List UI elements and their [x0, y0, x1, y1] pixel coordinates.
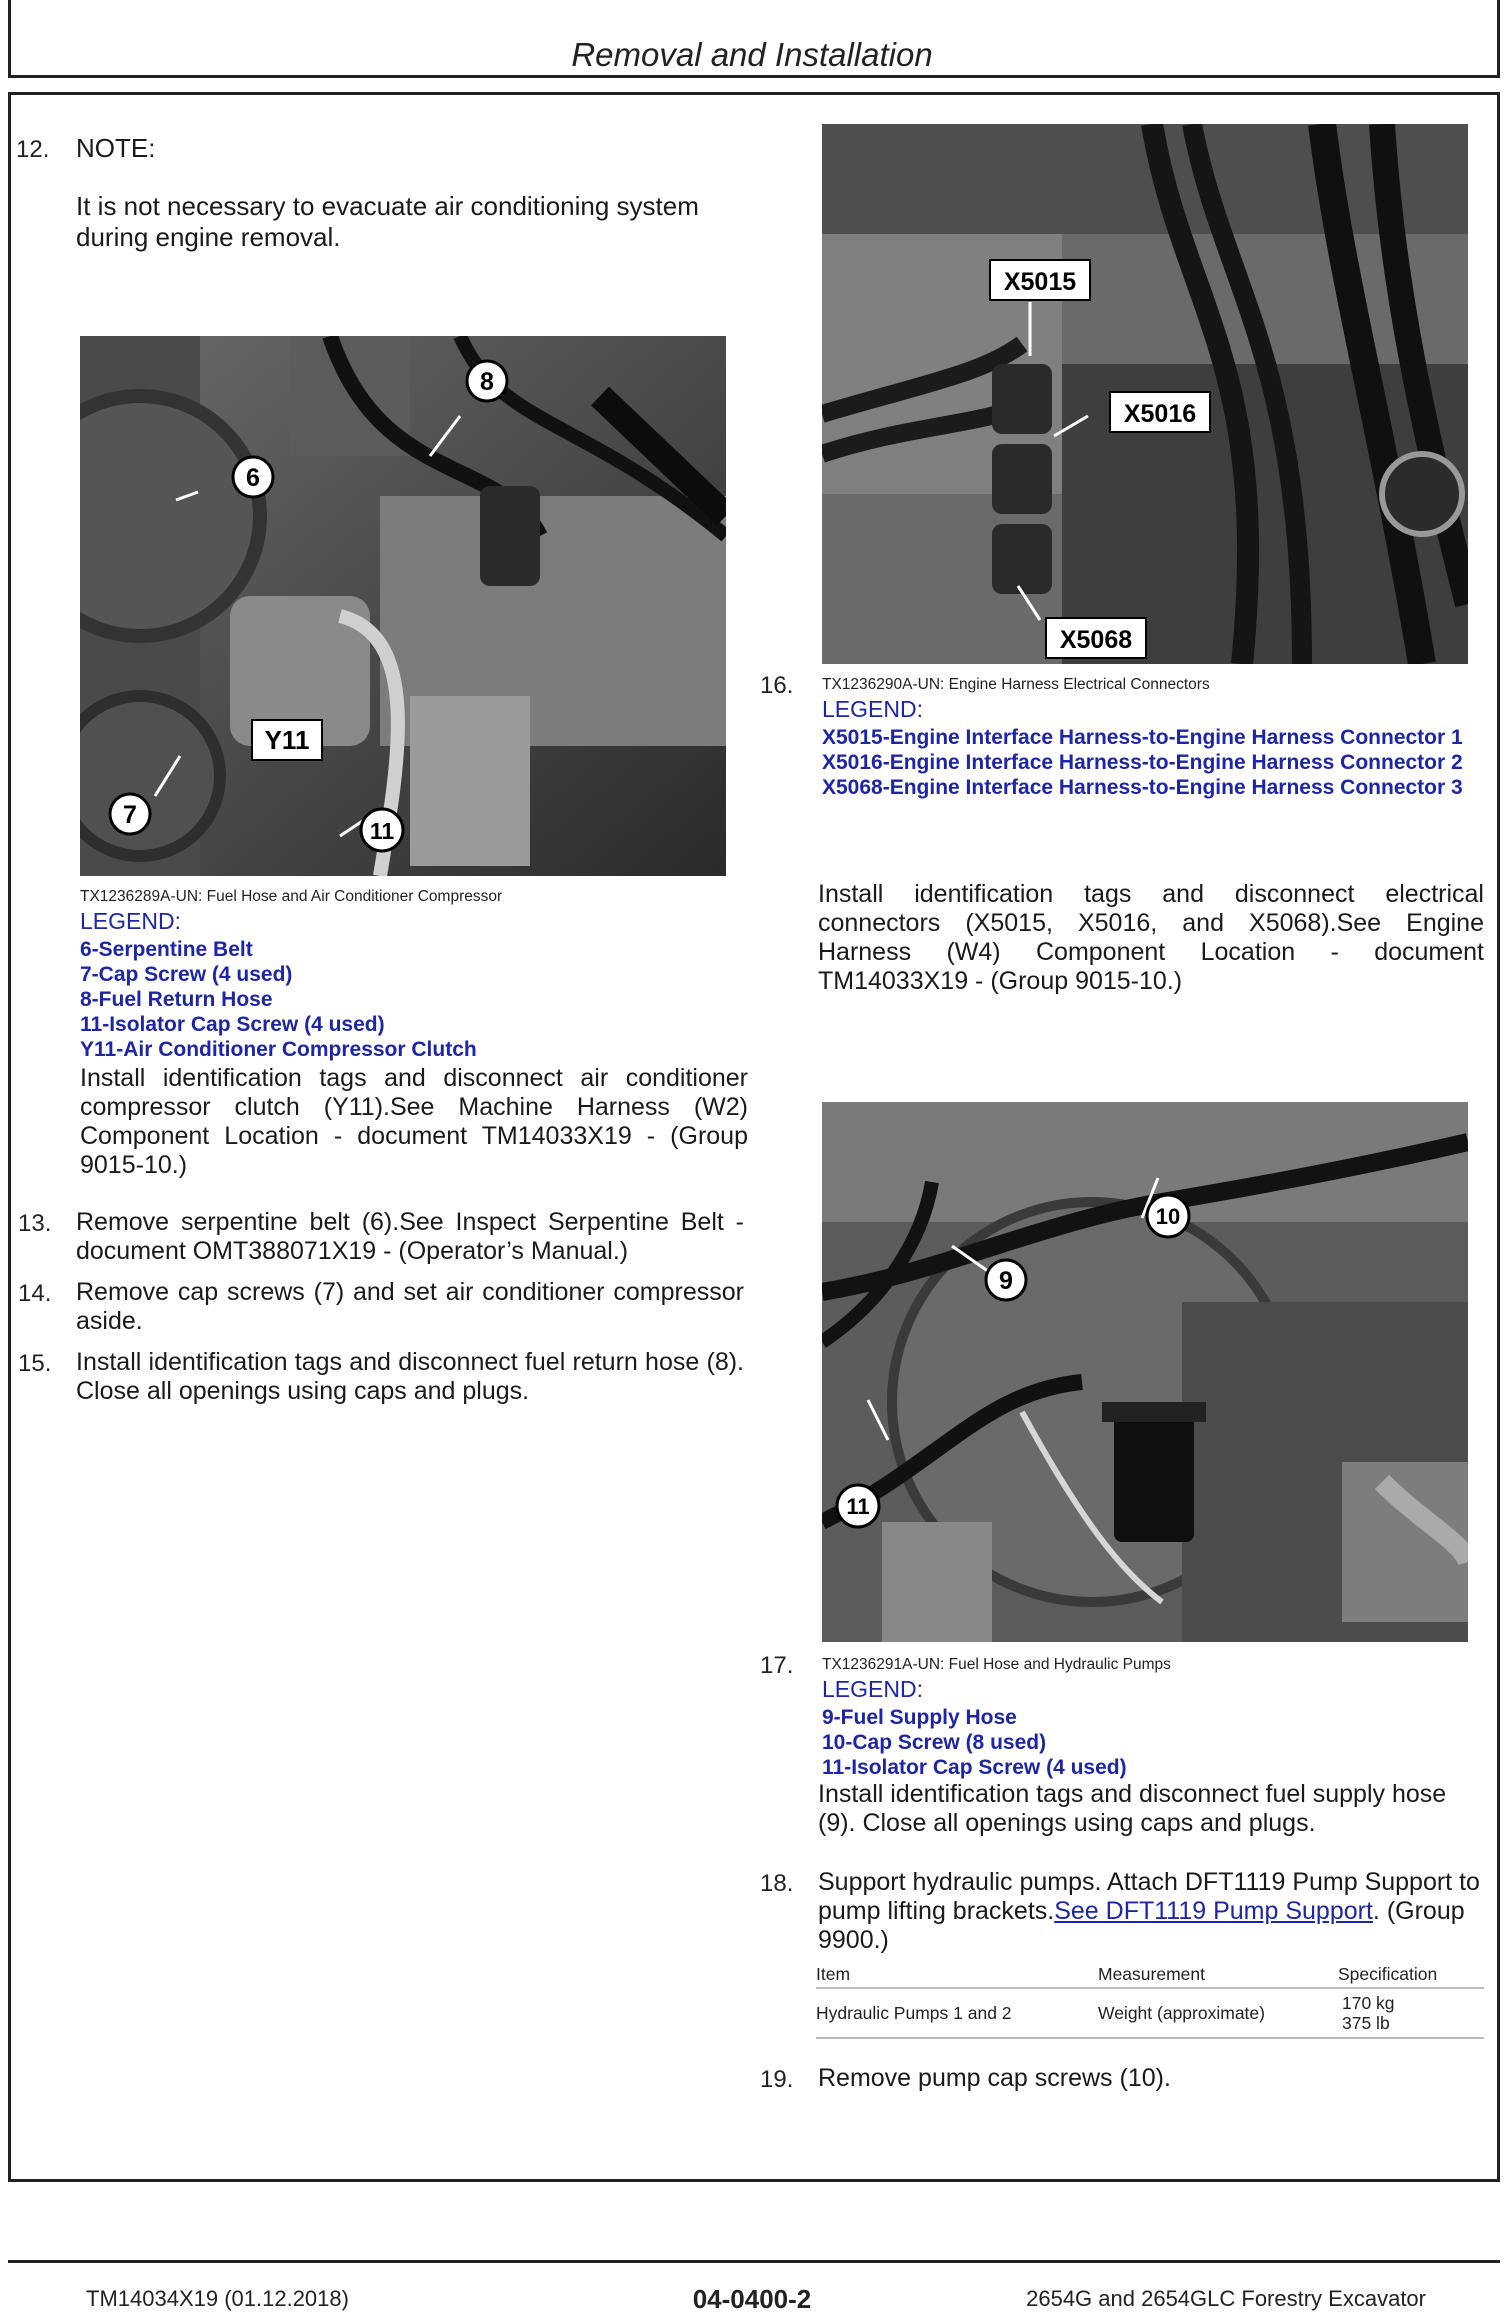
step-12-instruction: Install identification tags and disconnect air conditioner compressor clutch (Y11).See Machine Harness (W2) Component Location - document TM14033X19 - (Group 9015-10.): [80, 1064, 748, 1179]
step-18-text-after: . (Group 9900.): [818, 1897, 1465, 1954]
legend-item: X5016-Engine Interface Harness-to-Engine Harness Connector 2: [822, 751, 1463, 774]
fuel-hose-compressor-photo: [80, 336, 726, 876]
spec-header-item: Item: [816, 1962, 1098, 1988]
engine-illustration-2: [822, 124, 1468, 664]
callout-11: 11: [369, 818, 395, 844]
spec-value-metric: 170 kg: [1342, 1993, 1395, 2013]
callout-11b: 11: [846, 1494, 870, 1519]
step-19-number: 19.: [760, 2066, 794, 2093]
callout-y11: Y11: [264, 725, 310, 755]
callout-x5015: X5015: [1003, 268, 1077, 296]
figure-caption-3: TX1236291A-UN: Fuel Hose and Hydraulic Pumps: [822, 1656, 1171, 1673]
figure-caption-2: TX1236290A-UN: Engine Harness Electrical Connectors: [822, 676, 1210, 693]
callout-6: 6: [246, 464, 260, 492]
legend-item: X5015-Engine Interface Harness-to-Engine Harness Connector 1: [822, 726, 1463, 749]
step-14-text: Remove cap screws (7) and set air conditioner compressor aside.: [76, 1278, 744, 1335]
step-15-text: Install identification tags and disconnect fuel return hose (8). Close all openings using caps and plugs.: [76, 1348, 744, 1405]
callout-8: 8: [480, 368, 494, 396]
legend-item: 9-Fuel Supply Hose: [822, 1706, 1017, 1729]
footer-document-id: TM14034X19 (01.12.2018): [86, 2286, 349, 2311]
footer-machine-name: 2654G and 2654GLC Forestry Excavator: [1026, 2286, 1426, 2311]
footer-page-number: 04-0400-2: [692, 2284, 812, 2314]
fuel-hose-pumps-photo: [822, 1102, 1468, 1642]
legend-item: Y11-Air Conditioner Compressor Clutch: [80, 1038, 477, 1061]
step-17-instruction: Install identification tags and disconnect fuel supply hose (9). Close all openings using caps and plugs.: [818, 1780, 1447, 1837]
figure-caption-1: TX1236289A-UN: Fuel Hose and Air Conditioner Compressor: [80, 888, 503, 905]
step-16-instruction: Install identification tags and disconnect electrical connectors (X5015, X5016, and X5068).See Engine Harness (W4) Component Location - document TM14033X19 - (Group 9015-10.): [818, 880, 1484, 995]
legend-item: 10-Cap Screw (8 used): [822, 1731, 1047, 1754]
legend-item: 8-Fuel Return Hose: [80, 988, 273, 1011]
step-13-text: Remove serpentine belt (6).See Inspect Serpentine Belt - document OMT388071X19 - (Operator’s Manual.): [76, 1208, 744, 1265]
step-12-note: [76, 134, 744, 253]
callout-x5016: X5016: [1123, 400, 1197, 428]
callout-x5068: X5068: [1059, 626, 1133, 654]
callout-7: 7: [123, 801, 137, 829]
spec-table-header: [816, 1962, 1484, 1988]
step-16-legend-block: [822, 676, 1484, 800]
legend-item: 11-Isolator Cap Screw (4 used): [822, 1756, 1127, 1779]
spec-value: [1338, 1988, 1484, 2038]
spec-table-wrapper: [816, 1962, 1484, 2039]
spec-header-measurement: Measurement: [1098, 1962, 1338, 1988]
step-19-text: Remove pump cap screws (10).: [818, 2064, 1171, 2092]
spec-measurement: Weight (approximate): [1098, 1988, 1338, 2038]
engine-illustration-1: [80, 336, 726, 876]
step-17-legend-block: [822, 1656, 1484, 1780]
table-row: [816, 1988, 1484, 2038]
legend-title-3: LEGEND:: [822, 1676, 923, 1702]
step-18-number: 18.: [760, 1870, 794, 1897]
note-label: NOTE:: [76, 133, 156, 163]
callout-9: 9: [999, 1267, 1013, 1295]
spec-value-imperial: 375 lb: [1342, 2013, 1390, 2033]
spec-table: [816, 1962, 1484, 2039]
spec-header-specification: Specification: [1338, 1962, 1484, 1988]
spec-item: Hydraulic Pumps 1 and 2: [816, 1988, 1098, 2038]
legend-item: 11-Isolator Cap Screw (4 used): [80, 1013, 385, 1036]
harness-connectors-photo: [822, 124, 1468, 664]
step-18-text: [818, 1868, 1484, 1955]
footer-rule: [8, 2260, 1500, 2263]
page-title: Removal and Installation: [571, 36, 933, 73]
legend-title-1: LEGEND:: [80, 908, 181, 934]
step-16-number: 16.: [760, 672, 794, 699]
step-14-number: 14.: [18, 1280, 52, 1307]
legend-item: X5068-Engine Interface Harness-to-Engine Harness Connector 3: [822, 776, 1463, 799]
step-12-number: 12.: [16, 136, 50, 163]
legend-title-2: LEGEND:: [822, 696, 923, 722]
callout-10: 10: [1155, 1204, 1181, 1229]
pump-support-link[interactable]: See DFT1119 Pump Support: [1054, 1897, 1373, 1925]
engine-illustration-3: [822, 1102, 1468, 1642]
step-12-legend-block: [80, 888, 748, 1180]
step-15-number: 15.: [18, 1350, 52, 1377]
note-text: It is not necessary to evacuate air conditioning system during engine removal.: [76, 191, 699, 252]
step-13-number: 13.: [18, 1210, 52, 1237]
legend-item: 7-Cap Screw (4 used): [80, 963, 293, 986]
step-17-number: 17.: [760, 1652, 794, 1679]
legend-item: 6-Serpentine Belt: [80, 938, 253, 961]
step-18-text-before: Support hydraulic pumps. Attach DFT1119 Pump Support to pump lifting brackets.: [818, 1868, 1480, 1925]
